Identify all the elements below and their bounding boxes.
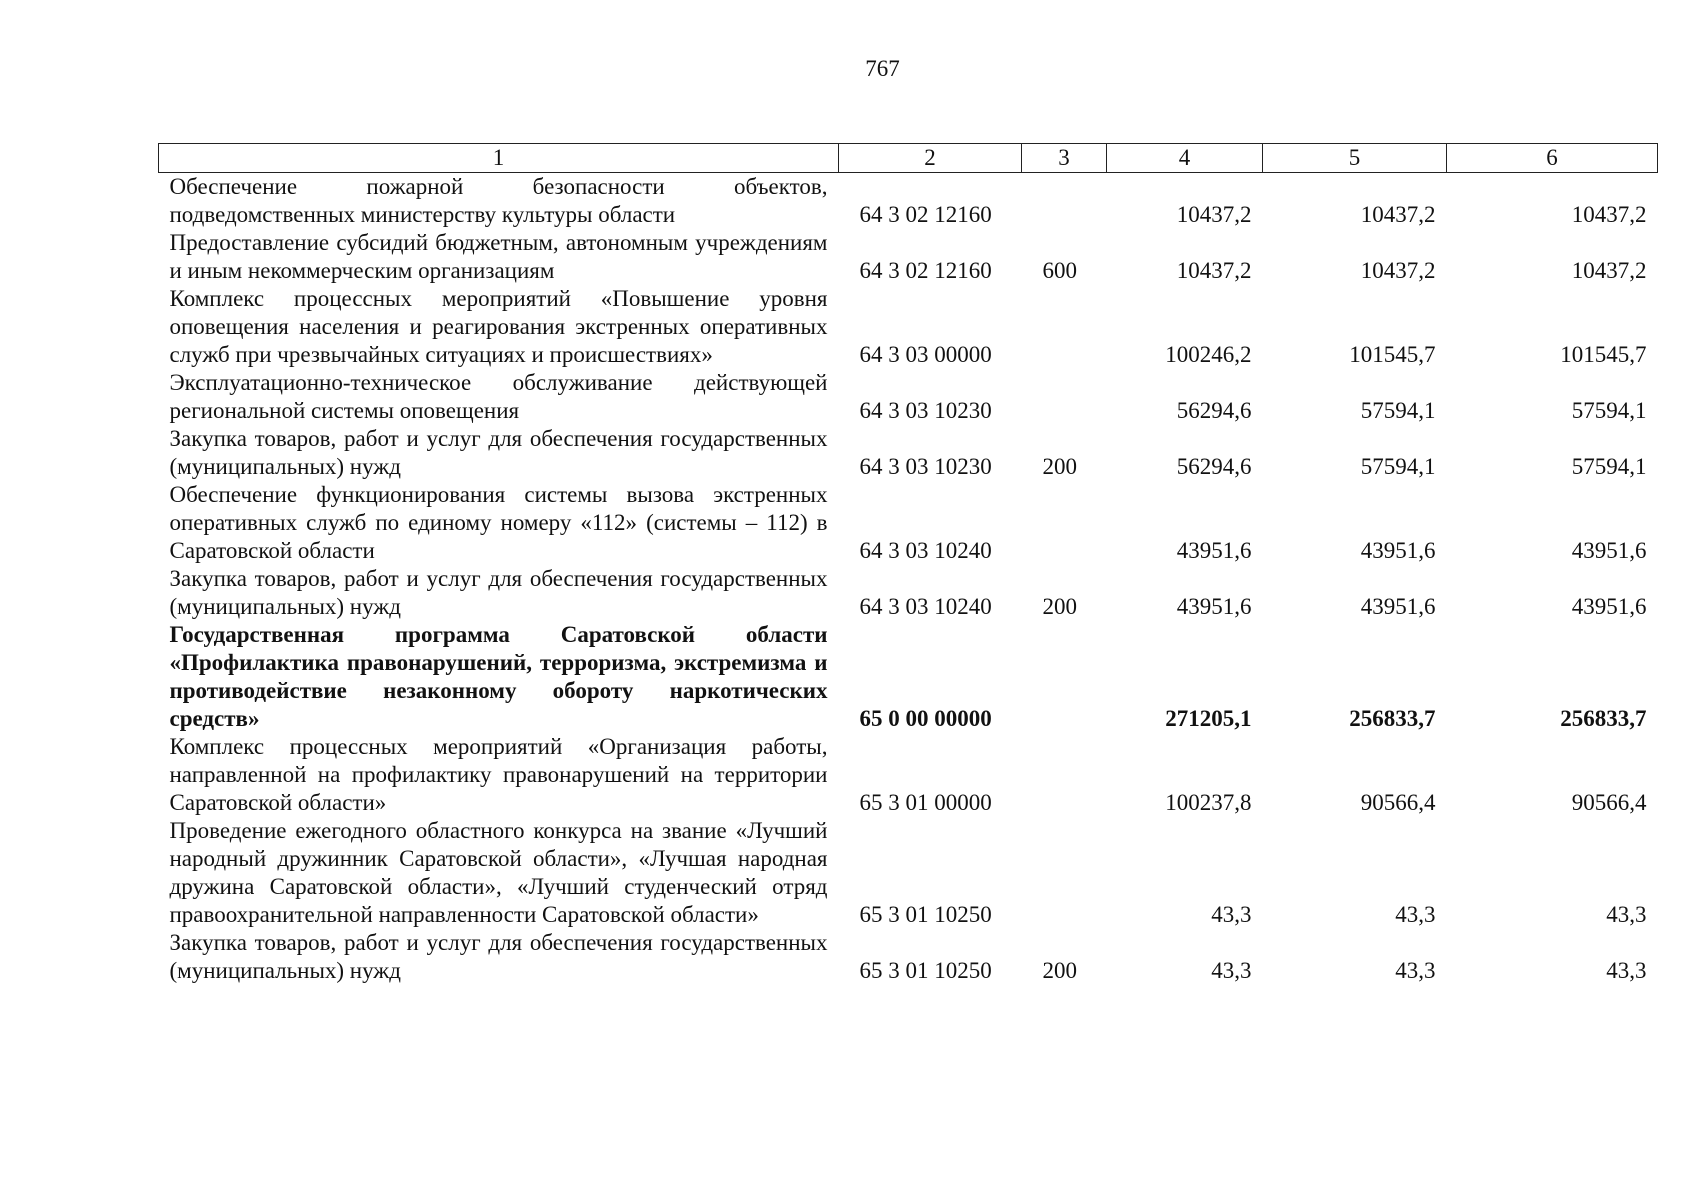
row-value: 100237,8 bbox=[1165, 790, 1252, 815]
row-value: 256833,7 bbox=[1349, 706, 1436, 731]
row-value: 10437,2 bbox=[1360, 202, 1436, 227]
row-value: 100246,2 bbox=[1165, 342, 1252, 367]
row-value: 57594,1 bbox=[1360, 454, 1436, 479]
row-value: 56294,6 bbox=[1176, 398, 1252, 423]
table-row bbox=[159, 621, 1658, 733]
row-expense-type bbox=[1022, 369, 1107, 425]
column-header: 3 bbox=[1022, 144, 1107, 173]
row-value: 10437,2 bbox=[1176, 202, 1252, 227]
row-value: 56294,6 bbox=[1176, 454, 1252, 479]
table-row bbox=[159, 173, 1658, 230]
row-value: 43951,6 bbox=[1360, 538, 1436, 563]
table-row bbox=[159, 929, 1658, 985]
row-value: 43,3 bbox=[1395, 958, 1436, 983]
row-value: 43951,6 bbox=[1360, 594, 1436, 619]
row-value: 43951,6 bbox=[1176, 538, 1252, 563]
row-value: 101545,7 bbox=[1560, 342, 1647, 367]
row-code: 65 3 01 10250 bbox=[859, 958, 992, 983]
row-value: 10437,2 bbox=[1360, 258, 1436, 283]
row-value: 271205,1 bbox=[1165, 706, 1252, 731]
row-name: Комплекс процессных мероприятий «Организация работы, направленной на профилактику правонарушений на территории Саратовской области» bbox=[169, 734, 828, 815]
table-row bbox=[159, 817, 1658, 929]
row-name: Государственная программа Саратовской области «Профилактика правонарушений, терроризма, экстремизма и противодействие незаконному обороту наркотических средств» bbox=[169, 622, 828, 731]
row-code: 64 3 02 12160 bbox=[859, 258, 992, 283]
row-name: Закупка товаров, работ и услуг для обеспечения государственных (муниципальных) нужд bbox=[169, 566, 828, 619]
table-row bbox=[159, 229, 1658, 285]
row-name: Проведение ежегодного областного конкурса на звание «Лучший народный дружинник Саратовской области», «Лучшая народная дружина Саратовской области», «Лучший студенческий отряд правоохранительной направленности Саратовской области» bbox=[169, 818, 828, 927]
row-code: 64 3 03 00000 bbox=[859, 342, 992, 367]
row-value: 101545,7 bbox=[1349, 342, 1436, 367]
row-value: 10437,2 bbox=[1176, 258, 1252, 283]
row-value: 57594,1 bbox=[1571, 398, 1647, 423]
row-value: 43951,6 bbox=[1176, 594, 1252, 619]
row-code: 65 3 01 00000 bbox=[859, 790, 992, 815]
row-expense-type bbox=[1022, 817, 1107, 929]
row-value: 10437,2 bbox=[1571, 258, 1647, 283]
row-code: 65 0 00 00000 bbox=[859, 706, 992, 731]
row-value: 57594,1 bbox=[1360, 398, 1436, 423]
table-row bbox=[159, 565, 1658, 621]
row-code: 64 3 03 10230 bbox=[859, 454, 992, 479]
page-number: 767 bbox=[865, 56, 900, 81]
row-value: 43,3 bbox=[1395, 902, 1436, 927]
row-value: 256833,7 bbox=[1560, 706, 1647, 731]
column-header: 2 bbox=[839, 144, 1022, 173]
row-value: 10437,2 bbox=[1571, 202, 1647, 227]
row-code: 65 3 01 10250 bbox=[859, 902, 992, 927]
header-row bbox=[159, 144, 1658, 173]
row-expense-type bbox=[1022, 173, 1107, 230]
row-value: 43,3 bbox=[1606, 902, 1647, 927]
row-value: 43951,6 bbox=[1571, 538, 1647, 563]
row-code: 64 3 03 10230 bbox=[859, 398, 992, 423]
table-row bbox=[159, 369, 1658, 425]
row-name: Закупка товаров, работ и услуг для обеспечения государственных (муниципальных) нужд bbox=[169, 930, 828, 983]
row-value: 43,3 bbox=[1211, 902, 1252, 927]
row-value: 90566,4 bbox=[1571, 790, 1647, 815]
row-code: 64 3 03 10240 bbox=[859, 538, 992, 563]
row-expense-type bbox=[1022, 285, 1107, 369]
row-value: 43,3 bbox=[1211, 958, 1252, 983]
row-name: Обеспечение функционирования системы вызова экстренных оперативных служб по единому номеру «112» (системы – 112) в Саратовской области bbox=[169, 482, 828, 563]
row-value: 57594,1 bbox=[1571, 454, 1647, 479]
row-name: Эксплуатационно-техническое обслуживание действующей региональной системы оповещения bbox=[169, 370, 828, 423]
table-row bbox=[159, 481, 1658, 565]
row-value: 43951,6 bbox=[1571, 594, 1647, 619]
table-row bbox=[159, 425, 1658, 481]
row-code: 64 3 03 10240 bbox=[859, 594, 992, 619]
table-row bbox=[159, 285, 1658, 369]
row-value: 90566,4 bbox=[1360, 790, 1436, 815]
column-header: 6 bbox=[1447, 144, 1658, 173]
table-row bbox=[159, 733, 1658, 817]
column-header: 5 bbox=[1263, 144, 1447, 173]
row-name: Предоставление субсидий бюджетным, автономным учреждениям и иным некоммерческим организациям bbox=[169, 230, 828, 283]
row-code: 64 3 02 12160 bbox=[859, 202, 992, 227]
row-name: Обеспечение пожарной безопасности объектов, подведомственных министерству культуры области bbox=[169, 174, 828, 227]
column-header: 4 bbox=[1107, 144, 1263, 173]
row-expense-type: 200 bbox=[1042, 958, 1077, 983]
row-name: Закупка товаров, работ и услуг для обеспечения государственных (муниципальных) нужд bbox=[169, 426, 828, 479]
row-expense-type: 200 bbox=[1042, 594, 1077, 619]
row-expense-type bbox=[1022, 621, 1107, 733]
budget-table bbox=[158, 143, 1658, 985]
column-header: 1 bbox=[159, 144, 839, 173]
row-expense-type: 200 bbox=[1042, 454, 1077, 479]
row-expense-type bbox=[1022, 733, 1107, 817]
row-value: 43,3 bbox=[1606, 958, 1647, 983]
row-expense-type bbox=[1022, 481, 1107, 565]
row-expense-type: 600 bbox=[1042, 258, 1077, 283]
row-name: Комплекс процессных мероприятий «Повышение уровня оповещения населения и реагирования экстренных оперативных служб при чрезвычайных ситуациях и происшествиях» bbox=[169, 286, 828, 367]
